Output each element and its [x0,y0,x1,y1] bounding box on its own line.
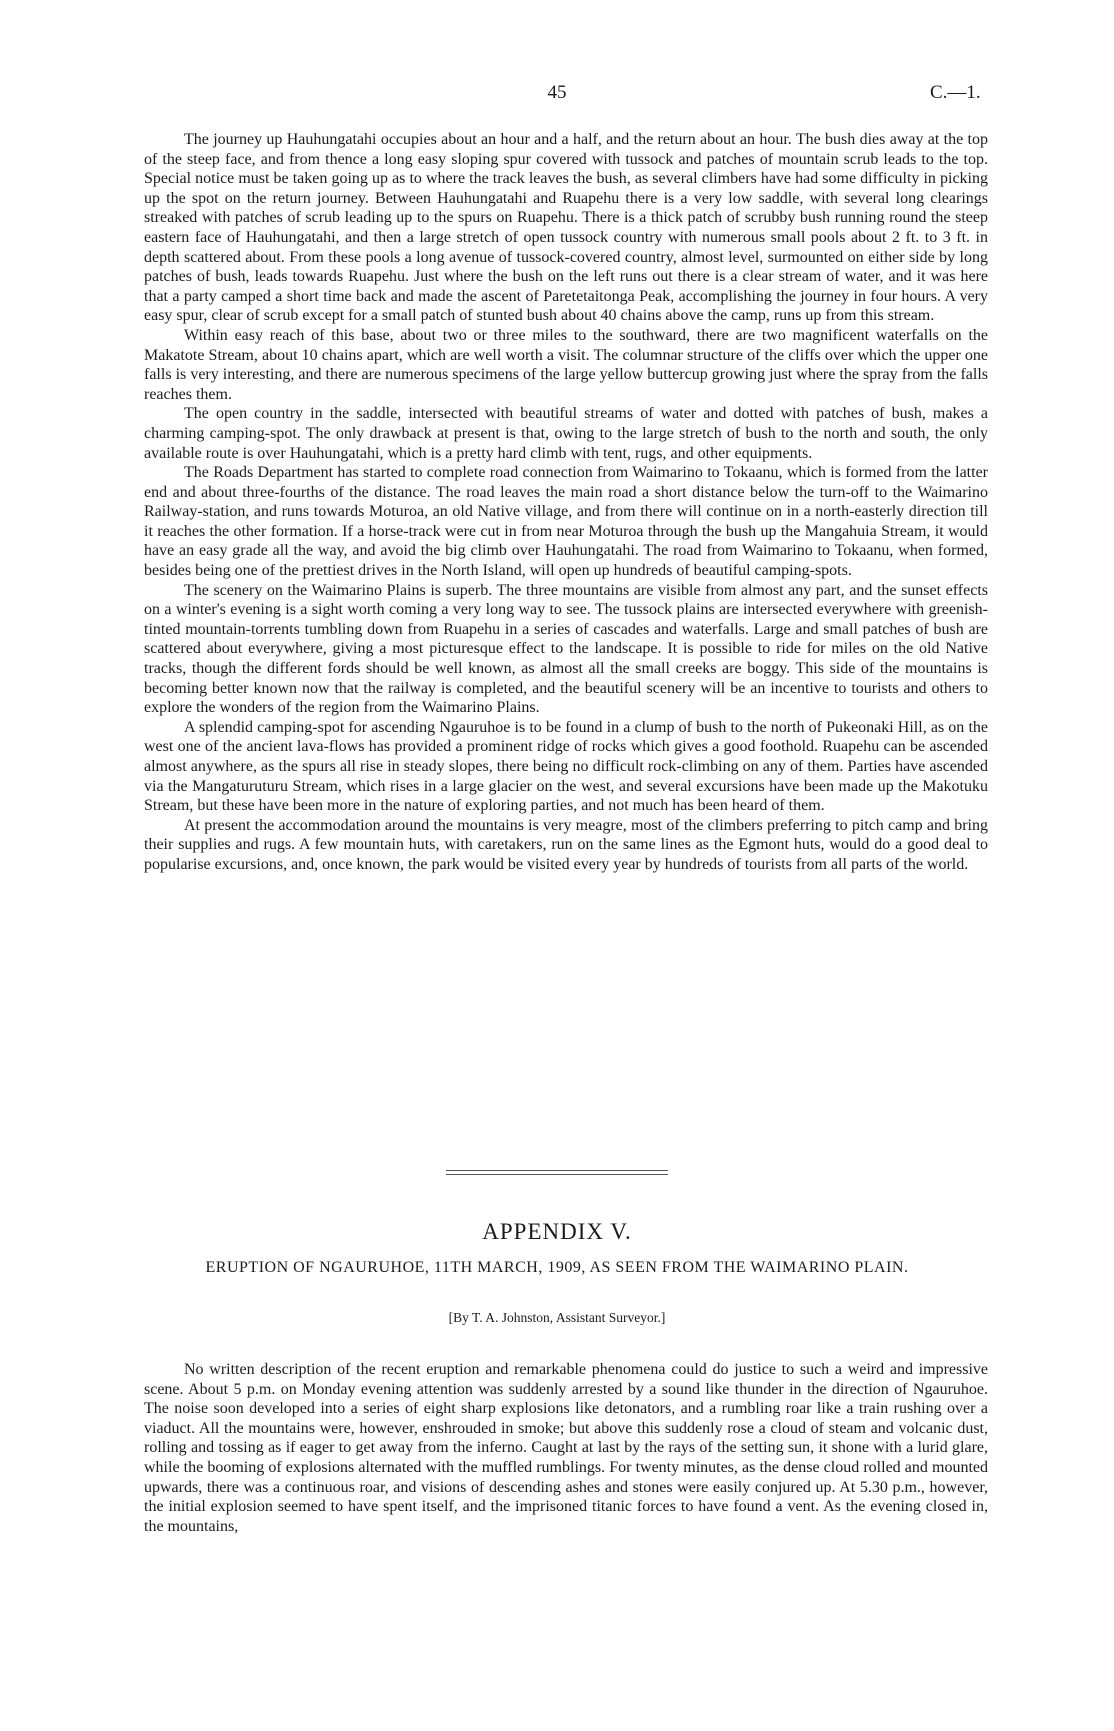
paragraph: No written description of the recent eruption and remarkable phenomena could do justice to such a weird and impressive scene. About 5 p.m. on Monday evening attention was suddenly arrested by a sound like thunder in the direction of Ngauruhoe. The noise soon developed into a series of eight sharp explosions like detonators, and a rumbling roar like a train rushing over a viaduct. All the mountains were, however, enshrouded in smoke; but above this suddenly rose a cloud of steam and volcanic dust, rolling and tossing as if eager to get away from the inferno. Caught at last by the rays of the setting sun, it shone with a lurid glare, while the booming of explosions alternated with the muffled rumblings. For twenty minutes, as the dense cloud rolled and mounted upwards, there was a continuous roar, and visions of descending ashes and stones were easily conjured up. At 5.30 p.m., however, the initial explosion seemed to have spent itself, and the imprisoned titanic forces to have found a vent. As the evening closed in, the mountains, [144,1361,988,1535]
paragraph: Within easy reach of this base, about two or three miles to the southward, there are two magnificent waterfalls on the Makatote Stream, about 10 chains apart, which are well worth a visit. The columnar structure of the cliffs over which the upper one falls is very interesting, and there are numerous specimens of the large yellow buttercup growing just where the spray from the falls reaches them. [144,326,988,403]
paragraph: At present the accommodation around the mountains is very meagre, most of the climbers preferring to pitch camp and bring their supplies and rugs. A few mountain huts, with caretakers, run on the same lines as the Egmont huts, would do a good deal to popularise excursions, and, once known, the park would be visited every year by hundreds of tourists from all parts of the world. [144,816,988,873]
paragraph: The scenery on the Waimarino Plains is superb. The three mountains are visible from almost any part, and the sunset effects on a winter's evening is a sight worth coming a very long way to see. The tussock plains are intersected everywhere with greenish-tinted mountain-torrents tumbling down from Ruapehu in a series of cascades and waterfalls. Large and small patches of bush are scattered about everywhere, giving a most picturesque effect to the landscape. It is possible to ride for miles on the old Native tracks, though the different fords should be well known, as almost all the small creeks are boggy. This side of the mountains is becoming better known now that the railway is completed, and the beautiful scenery will be an incentive to tourists and others to explore the wonders of the region from the Waimarino Plains. [144,581,988,717]
main-text-block [144,130,988,875]
paragraph: The open country in the saddle, intersected with beautiful streams of water and dotted with patches of bush, makes a charming camping-spot. The only drawback at present is that, owing to the large stretch of bush to the north and south, the only available route is over Hauhungatahi, which is a pretty hard climb with tent, rugs, and other equipments. [144,405,988,462]
author-byline: [By T. A. Johnston, Assistant Surveyor.] [448,1310,666,1325]
paragraph: The journey up Hauhungatahi occupies about an hour and a half, and the return about an hour. The bush dies away at the top of the steep face, and from thence a long easy sloping spur covered with tussock and patches of mountain scrub leads to the top. Special notice must be taken going up as to where the track leaves the bush, as several climbers have had some difficulty in picking up the spot on the return journey. Between Hauhungatahi and Ruapehu there is a very low saddle, with several long clearings streaked with patches of scrub leading up to the spurs on Ruapehu. There is a thick patch of scrubby bush running round the steep eastern face of Hauhungatahi, and then a large stretch of open tussock country with numerous small pools about 2 ft. to 3 ft. in depth scattered about. From these pools a long avenue of tussock-covered country, almost level, surmounted on either side by long patches of bush, leads towards Ruapehu. Just where the bush on the left runs out there is a clear stream of water, and it was here that a party camped a short time back and made the ascent of Paretetaitonga Peak, accomplishing the journey in four hours. A very easy spur, clear of scrub except for a small patch of stunted bush about 40 chains above the camp, runs up from this stream. [144,131,988,325]
paragraph: A splendid camping-spot for ascending Ngauruhoe is to be found in a clump of bush to the north of Pukeonaki Hill, as on the west one of the ancient lava-flows has provided a prominent ridge of rocks which gives a good foothold. Ruapehu can be ascended almost anywhere, as the spurs all rise in steady slopes, there being no difficult rock-climbing on any of them. Parties have ascended via the Mangaturuturu Stream, which rises in a large glacier on the west, and several excursions have been made up the Makotuku Stream, but these have been more in the nature of exploring parties, and not much has been heard of them. [144,718,988,815]
document-reference: C.—1. [930,82,981,103]
appendix-title: APPENDIX V. [482,1219,632,1244]
section-divider [446,1170,668,1178]
appendix-text-block [144,1360,988,1536]
page-number: 45 [547,82,567,103]
paragraph: The Roads Department has started to complete road connection from Waimarino to Tokaanu, which is formed from the latter end and about three-fourths of the distance. The road leaves the main road a short distance below the turn-off to the Waimarino Railway-station, and runs towards Moturoa, an old Native village, and from there will continue on in a north-easterly direction till it reaches the other formation. If a horse-track were cut in from near Moturoa through the bush up the Mangahuia Stream, it would have an easy grade all the way, and avoid the big climb over Hauhungatahi. The road from Waimarino to Tokaanu, when formed, besides being one of the prettiest drives in the North Island, will open up hundreds of beautiful camping-spots. [144,464,988,580]
appendix-subtitle: ERUPTION OF NGAURUHOE, 11TH MARCH, 1909, AS SEEN FROM THE WAIMARINO PLAIN. [205,1259,909,1276]
